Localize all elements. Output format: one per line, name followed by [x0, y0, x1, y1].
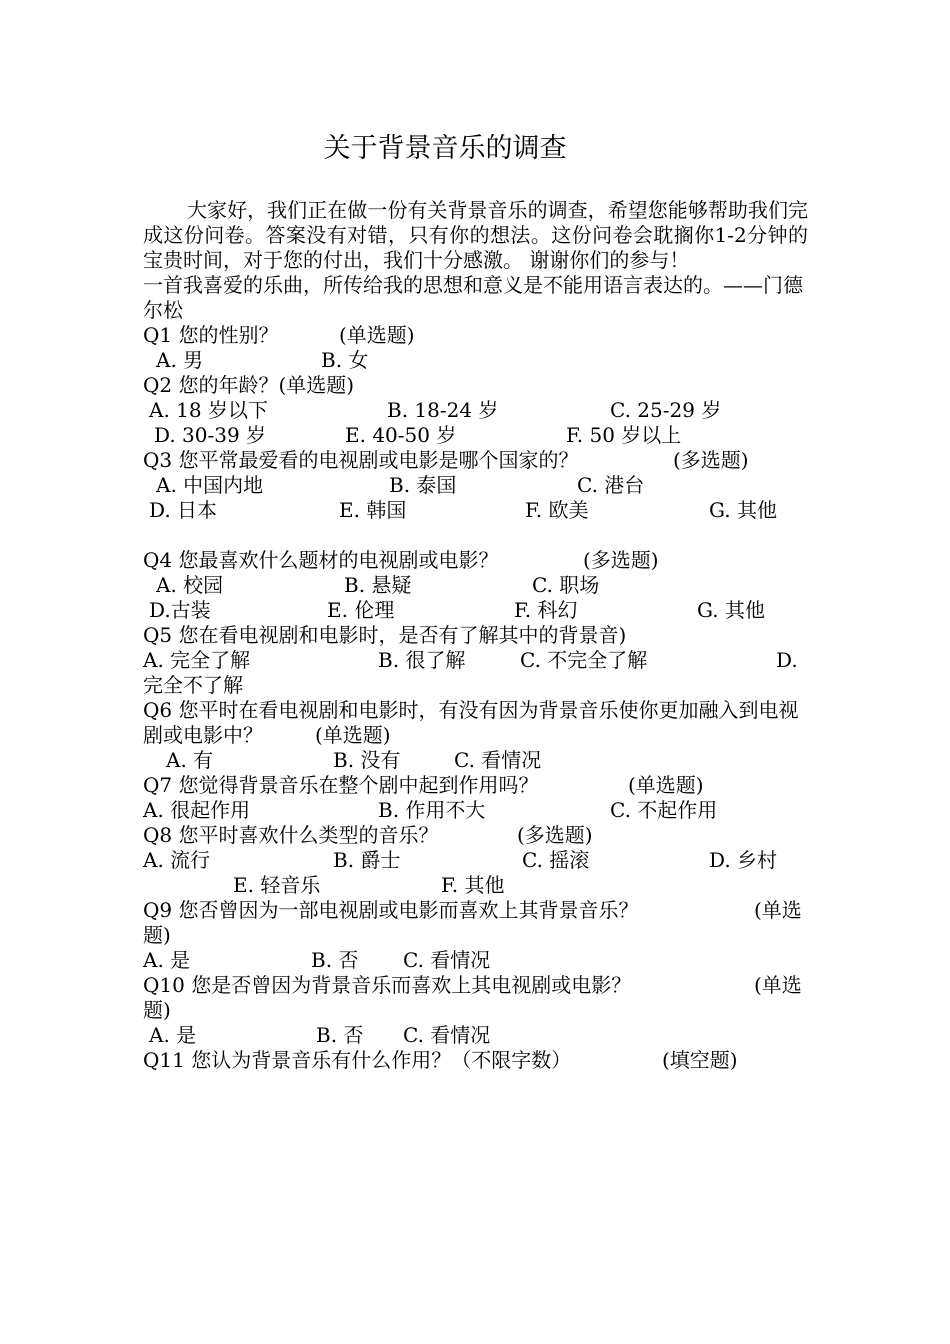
option-a[interactable]: A. 校园 — [156, 573, 224, 597]
option-g[interactable]: G. 其他 — [697, 598, 765, 622]
question-type: (单选题) — [628, 773, 704, 797]
options-q10 — [143, 1023, 808, 1048]
option-e[interactable]: E. 轻音乐 — [233, 873, 321, 897]
option-b[interactable]: B. 女 — [321, 348, 369, 372]
document-title: 关于背景音乐的调查 — [323, 133, 567, 164]
question-type: (单选 — [754, 898, 802, 922]
blank-line — [143, 523, 808, 548]
option-e[interactable]: E. 韩国 — [339, 498, 407, 522]
question-type: (填空题) — [662, 1048, 738, 1072]
option-f[interactable]: F. 50 岁以上 — [566, 423, 682, 447]
option-d[interactable]: D.古装 — [149, 598, 211, 622]
question-text: Q2 您的年龄？(单选题) — [143, 373, 355, 397]
question-text: Q4 您最喜欢什么题材的电视剧或电影？ — [143, 548, 499, 572]
option-b[interactable]: B. 否 — [316, 1023, 364, 1047]
option-b[interactable]: B. 悬疑 — [344, 573, 412, 597]
option-a[interactable]: A. 18 岁以下 — [149, 398, 268, 422]
options-q7 — [143, 798, 808, 823]
option-b[interactable]: B. 没有 — [333, 748, 401, 772]
options-q6 — [143, 748, 808, 773]
option-b[interactable]: B. 否 — [311, 948, 359, 972]
question-type: (单选 — [754, 973, 802, 997]
survey-body — [143, 198, 808, 1073]
question-q9-cont — [143, 923, 808, 948]
question-type: (单选题) — [339, 323, 415, 347]
question-text: Q3 您平常最爱看的电视剧或电影是哪个国家的？ — [143, 448, 579, 472]
question-text: Q6 您平时在看电视剧和电影时，有没有因为背景音乐使你更加融入到电视剧或电影中？ — [143, 698, 799, 747]
option-f[interactable]: F. 欧美 — [525, 498, 589, 522]
option-f[interactable]: F. 其他 — [441, 873, 505, 897]
question-text: Q1 您的性别？ — [143, 323, 279, 347]
question-text: Q10 您是否曾因为背景音乐而喜欢上其电视剧或电影？ — [143, 973, 632, 997]
option-d-text[interactable]: 完全不了解 — [143, 673, 243, 697]
option-a[interactable]: A. 中国内地 — [156, 473, 264, 497]
option-d[interactable]: D. 30-39 岁 — [154, 423, 267, 447]
question-type: (多选题) — [583, 548, 659, 572]
option-c[interactable]: C. 不起作用 — [610, 798, 718, 822]
options-q5-cont — [143, 673, 808, 698]
options-q3-row1 — [143, 473, 808, 498]
question-type-cont: 题) — [143, 998, 171, 1022]
options-q5 — [143, 648, 808, 673]
option-b[interactable]: B. 爵士 — [333, 848, 401, 872]
options-q8-row2 — [143, 873, 808, 898]
option-c[interactable]: C. 看情况 — [403, 1023, 491, 1047]
option-b[interactable]: B. 泰国 — [389, 473, 457, 497]
question-text: Q5 您在看电视剧和电影时，是否有了解其中的背景音) — [143, 623, 627, 647]
option-a[interactable]: A. 是 — [149, 1023, 197, 1047]
question-type-cont: 题) — [143, 923, 171, 947]
question-q10-cont — [143, 998, 808, 1023]
options-q2-row1 — [143, 398, 808, 423]
options-q8-row1 — [143, 848, 808, 873]
option-b[interactable]: B. 很了解 — [378, 648, 466, 672]
question-text: Q7 您觉得背景音乐在整个剧中起到作用吗？ — [143, 773, 539, 797]
options-q4-row2 — [143, 598, 808, 623]
option-c[interactable]: C. 港台 — [577, 473, 645, 497]
option-c[interactable]: C. 摇滚 — [522, 848, 590, 872]
option-e[interactable]: E. 40-50 岁 — [345, 423, 457, 447]
question-q6 — [143, 698, 808, 748]
question-q2 — [143, 373, 808, 398]
option-c[interactable]: C. 看情况 — [454, 748, 542, 772]
option-a[interactable]: A. 很起作用 — [143, 798, 251, 822]
question-q7 — [143, 773, 808, 798]
option-c[interactable]: C. 25-29 岁 — [610, 398, 722, 422]
options-q4-row1 — [143, 573, 808, 598]
question-q9 — [143, 898, 808, 923]
option-a[interactable]: A. 有 — [166, 748, 214, 772]
option-f[interactable]: F. 科幻 — [514, 598, 578, 622]
question-q1 — [143, 323, 808, 348]
option-b[interactable]: B. 作用不大 — [378, 798, 486, 822]
options-q1 — [143, 348, 808, 373]
option-g[interactable]: G. 其他 — [709, 498, 777, 522]
question-q11 — [143, 1048, 808, 1073]
quote-paragraph: 一首我喜爱的乐曲，所传给我的思想和意义是不能用语言表达的。——门德尔松 — [143, 273, 803, 322]
options-q3-row2 — [143, 498, 808, 523]
option-d[interactable]: D. — [776, 648, 798, 672]
question-q10 — [143, 973, 808, 998]
question-text: Q11 您认为背景音乐有什么作用？（不限字数） — [143, 1048, 572, 1072]
question-type: (单选题) — [315, 723, 391, 747]
option-a[interactable]: A. 男 — [156, 348, 204, 372]
options-q2-row2 — [143, 423, 808, 448]
option-a[interactable]: A. 是 — [143, 948, 191, 972]
option-a[interactable]: A. 完全了解 — [143, 648, 251, 672]
question-text: Q9 您否曾因为一部电视剧或电影而喜欢上其背景音乐？ — [143, 898, 639, 922]
option-b[interactable]: B. 18-24 岁 — [387, 398, 499, 422]
option-c[interactable]: C. 不完全了解 — [520, 648, 648, 672]
option-c[interactable]: C. 看情况 — [403, 948, 491, 972]
question-type: (多选题) — [517, 823, 593, 847]
intro-paragraph: 大家好，我们正在做一份有关背景音乐的调查，希望您能够帮助我们完成这份问卷。答案没有对错，只有你的想法。这份问卷会耽搁你1-2分钟的宝贵时间，对于您的付出，我们十分感激。 谢谢你们的参与！ — [143, 198, 808, 272]
question-q4 — [143, 548, 808, 573]
option-d[interactable]: D. 日本 — [149, 498, 218, 522]
option-c[interactable]: C. 职场 — [532, 573, 600, 597]
question-q5 — [143, 623, 808, 648]
question-text: Q8 您平时喜欢什么类型的音乐？ — [143, 823, 439, 847]
option-d[interactable]: D. 乡村 — [709, 848, 778, 872]
option-a[interactable]: A. 流行 — [143, 848, 211, 872]
options-q9 — [143, 948, 808, 973]
option-e[interactable]: E. 伦理 — [327, 598, 395, 622]
question-q8 — [143, 823, 808, 848]
question-q3 — [143, 448, 808, 473]
question-type: (多选题) — [673, 448, 749, 472]
